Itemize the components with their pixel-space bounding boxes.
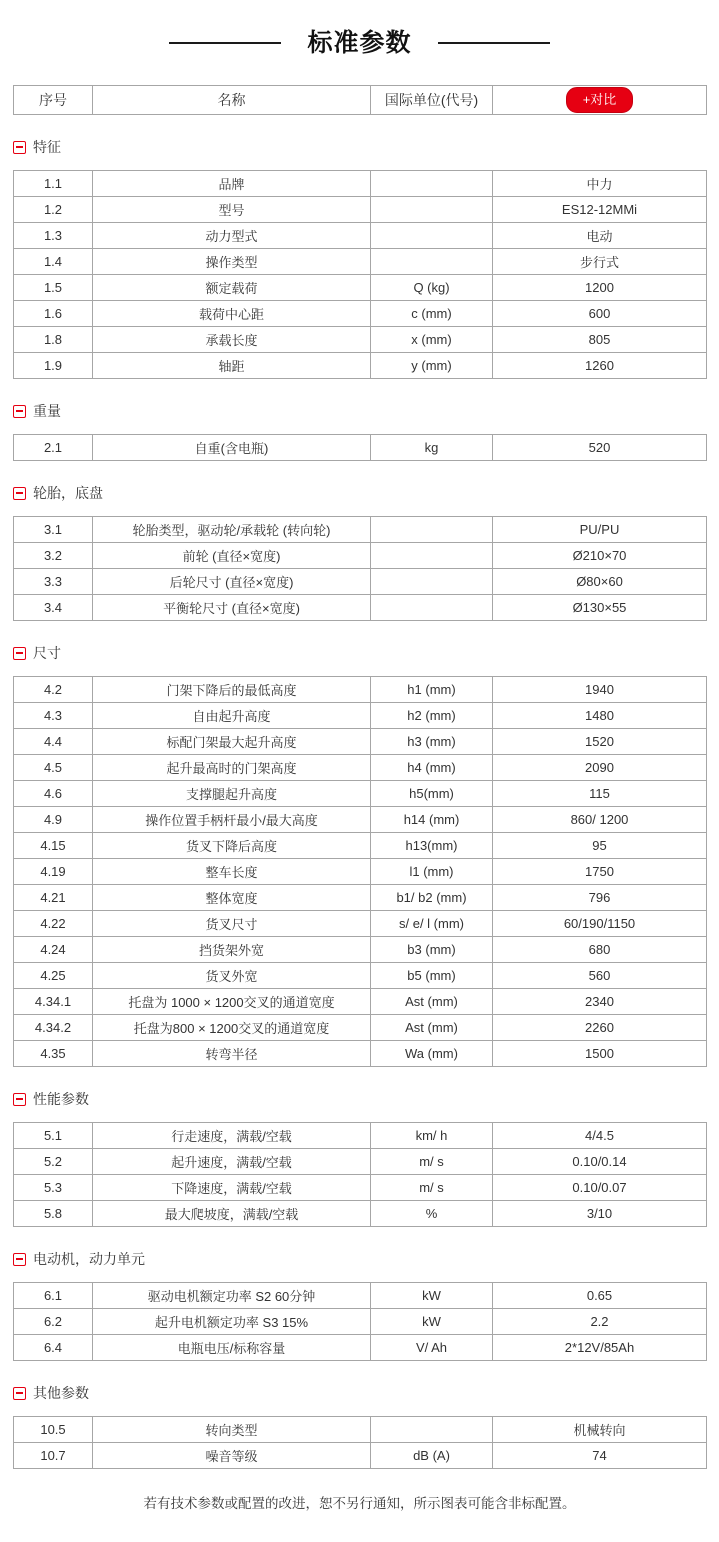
header-col-no: 序号 xyxy=(14,86,93,115)
spec-name-cell: 最大爬坡度，满载/空载 xyxy=(93,1201,371,1227)
spec-no-cell: 3.2 xyxy=(14,543,93,569)
spec-unit-cell: Q (kg) xyxy=(371,275,493,301)
spec-no-cell: 6.4 xyxy=(14,1335,93,1361)
section-table xyxy=(13,1282,707,1361)
spec-value-cell: 4/4.5 xyxy=(493,1123,707,1149)
section-header xyxy=(13,643,706,663)
spec-name-cell: 操作位置手柄杆最小/最大高度 xyxy=(93,807,371,833)
spec-value-cell: PU/PU xyxy=(493,517,707,543)
section-header xyxy=(13,1383,706,1403)
spec-row xyxy=(14,197,707,223)
spec-unit-cell: h4 (mm) xyxy=(371,755,493,781)
section-table xyxy=(13,170,707,379)
spec-section xyxy=(13,137,706,379)
spec-unit-cell: b1/ b2 (mm) xyxy=(371,885,493,911)
spec-no-cell: 4.4 xyxy=(14,729,93,755)
spec-name-cell: 货叉尺寸 xyxy=(93,911,371,937)
spec-row xyxy=(14,569,707,595)
spec-row xyxy=(14,1335,707,1361)
spec-name-cell: 托盘为800 × 1200交叉的通道宽度 xyxy=(93,1015,371,1041)
spec-unit-cell xyxy=(371,249,493,275)
spec-name-cell: 载荷中心距 xyxy=(93,301,371,327)
spec-no-cell: 3.1 xyxy=(14,517,93,543)
section-header xyxy=(13,137,706,157)
spec-row xyxy=(14,1015,707,1041)
section-label: 重量 xyxy=(33,403,61,419)
spec-row xyxy=(14,677,707,703)
section-header xyxy=(13,483,706,503)
spec-no-cell: 3.4 xyxy=(14,595,93,621)
spec-name-cell: 挡货架外宽 xyxy=(93,937,371,963)
spec-value-cell: 115 xyxy=(493,781,707,807)
spec-unit-cell: c (mm) xyxy=(371,301,493,327)
spec-no-cell: 4.2 xyxy=(14,677,93,703)
spec-name-cell: 转弯半径 xyxy=(93,1041,371,1067)
section-label: 其他参数 xyxy=(33,1385,89,1401)
spec-unit-cell: m/ s xyxy=(371,1149,493,1175)
spec-unit-cell: h5(mm) xyxy=(371,781,493,807)
spec-name-cell: 电瓶电压/标称容量 xyxy=(93,1335,371,1361)
spec-value-cell: ES12-12MMi xyxy=(493,197,707,223)
spec-name-cell: 起升速度，满载/空载 xyxy=(93,1149,371,1175)
spec-value-cell: 560 xyxy=(493,963,707,989)
section-label: 电动机，动力单元 xyxy=(33,1251,145,1267)
spec-value-cell: 1940 xyxy=(493,677,707,703)
spec-name-cell: 自重(含电瓶) xyxy=(93,435,371,461)
spec-value-cell: 2.2 xyxy=(493,1309,707,1335)
spec-row xyxy=(14,435,707,461)
spec-name-cell: 转向类型 xyxy=(93,1417,371,1443)
spec-row xyxy=(14,1309,707,1335)
spec-name-cell: 轮胎类型，驱动轮/承载轮 (转向轮) xyxy=(93,517,371,543)
spec-unit-cell: x (mm) xyxy=(371,327,493,353)
spec-value-cell: 1200 xyxy=(493,275,707,301)
spec-unit-cell xyxy=(371,569,493,595)
spec-value-cell: 520 xyxy=(493,435,707,461)
section-header xyxy=(13,1089,706,1109)
spec-unit-cell: m/ s xyxy=(371,1175,493,1201)
spec-value-cell: 1500 xyxy=(493,1041,707,1067)
spec-name-cell: 轴距 xyxy=(93,353,371,379)
spec-no-cell: 3.3 xyxy=(14,569,93,595)
footer-note: 若有技术参数或配置的改进，恕不另行通知，所示图表可能含非标配置。 xyxy=(143,1496,576,1511)
spec-name-cell: 驱动电机额定功率 S2 60分钟 xyxy=(93,1283,371,1309)
spec-name-cell: 整车长度 xyxy=(93,859,371,885)
spec-unit-cell: h13(mm) xyxy=(371,833,493,859)
spec-value-cell: 3/10 xyxy=(493,1201,707,1227)
spec-name-cell: 起升最高时的门架高度 xyxy=(93,755,371,781)
spec-value-cell: 2260 xyxy=(493,1015,707,1041)
spec-value-cell: 600 xyxy=(493,301,707,327)
spec-row xyxy=(14,327,707,353)
spec-no-cell: 5.8 xyxy=(14,1201,93,1227)
section-table xyxy=(13,1416,707,1469)
spec-unit-cell xyxy=(371,543,493,569)
spec-name-cell: 自由起升高度 xyxy=(93,703,371,729)
spec-unit-cell: s/ e/ l (mm) xyxy=(371,911,493,937)
compare-button[interactable]: +对比 xyxy=(566,87,634,113)
spec-row xyxy=(14,1201,707,1227)
spec-row xyxy=(14,275,707,301)
spec-no-cell: 4.25 xyxy=(14,963,93,989)
spec-no-cell: 4.6 xyxy=(14,781,93,807)
spec-row xyxy=(14,1417,707,1443)
spec-value-cell: 0.10/0.14 xyxy=(493,1149,707,1175)
spec-unit-cell: kW xyxy=(371,1283,493,1309)
spec-no-cell: 10.7 xyxy=(14,1443,93,1469)
spec-name-cell: 支撑腿起升高度 xyxy=(93,781,371,807)
spec-value-cell: 机械转向 xyxy=(493,1417,707,1443)
spec-no-cell: 4.19 xyxy=(14,859,93,885)
spec-no-cell: 1.6 xyxy=(14,301,93,327)
header-col-compare xyxy=(493,86,707,115)
spec-row xyxy=(14,885,707,911)
spec-unit-cell: h1 (mm) xyxy=(371,677,493,703)
section-label: 轮胎，底盘 xyxy=(33,485,103,501)
spec-unit-cell: b3 (mm) xyxy=(371,937,493,963)
spec-value-cell: 电动 xyxy=(493,223,707,249)
spec-unit-cell: Ast (mm) xyxy=(371,1015,493,1041)
spec-value-cell: 2*12V/85Ah xyxy=(493,1335,707,1361)
spec-row xyxy=(14,543,707,569)
spec-no-cell: 4.3 xyxy=(14,703,93,729)
spec-row xyxy=(14,353,707,379)
spec-row xyxy=(14,223,707,249)
page-title: 标准参数 xyxy=(307,29,412,57)
spec-name-cell: 货叉下降后高度 xyxy=(93,833,371,859)
section-header xyxy=(13,401,706,421)
title-line-right xyxy=(438,42,550,44)
spec-name-cell: 品牌 xyxy=(93,171,371,197)
spec-unit-cell xyxy=(371,197,493,223)
spec-section xyxy=(13,401,706,461)
spec-no-cell: 1.8 xyxy=(14,327,93,353)
spec-unit-cell: Ast (mm) xyxy=(371,989,493,1015)
spec-row xyxy=(14,781,707,807)
spec-row xyxy=(14,1283,707,1309)
spec-no-cell: 5.2 xyxy=(14,1149,93,1175)
spec-no-cell: 4.5 xyxy=(14,755,93,781)
spec-name-cell: 前轮 (直径×宽度) xyxy=(93,543,371,569)
spec-name-cell: 起升电机额定功率 S3 15% xyxy=(93,1309,371,1335)
spec-no-cell: 6.1 xyxy=(14,1283,93,1309)
spec-value-cell: 1520 xyxy=(493,729,707,755)
spec-value-cell: Ø130×55 xyxy=(493,595,707,621)
spec-row xyxy=(14,963,707,989)
spec-row xyxy=(14,1123,707,1149)
spec-unit-cell: dB (A) xyxy=(371,1443,493,1469)
section-table xyxy=(13,1122,707,1227)
collapse-minus-icon[interactable] xyxy=(13,487,26,500)
spec-row xyxy=(14,755,707,781)
collapse-minus-icon[interactable] xyxy=(13,1093,26,1106)
spec-row xyxy=(14,595,707,621)
spec-no-cell: 1.5 xyxy=(14,275,93,301)
sections-container xyxy=(13,137,706,1469)
spec-row xyxy=(14,1149,707,1175)
section-table xyxy=(13,676,707,1067)
spec-unit-cell xyxy=(371,171,493,197)
spec-section xyxy=(13,1089,706,1227)
spec-unit-cell xyxy=(371,223,493,249)
header-col-name: 名称 xyxy=(93,86,371,115)
spec-value-cell: 1480 xyxy=(493,703,707,729)
title-block xyxy=(13,28,706,58)
header-table xyxy=(13,85,707,115)
spec-no-cell: 4.9 xyxy=(14,807,93,833)
spec-unit-cell: kW xyxy=(371,1309,493,1335)
spec-unit-cell: % xyxy=(371,1201,493,1227)
spec-value-cell: 步行式 xyxy=(493,249,707,275)
spec-section xyxy=(13,1383,706,1469)
spec-value-cell: Ø80×60 xyxy=(493,569,707,595)
spec-name-cell: 平衡轮尺寸 (直径×宽度) xyxy=(93,595,371,621)
spec-value-cell: Ø210×70 xyxy=(493,543,707,569)
spec-no-cell: 4.15 xyxy=(14,833,93,859)
collapse-minus-icon[interactable] xyxy=(13,647,26,660)
spec-no-cell: 2.1 xyxy=(14,435,93,461)
spec-no-cell: 1.2 xyxy=(14,197,93,223)
spec-row xyxy=(14,301,707,327)
spec-name-cell: 托盘为 1000 × 1200交叉的通道宽度 xyxy=(93,989,371,1015)
spec-name-cell: 承载长度 xyxy=(93,327,371,353)
spec-row xyxy=(14,729,707,755)
spec-row xyxy=(14,807,707,833)
spec-row xyxy=(14,937,707,963)
spec-value-cell: 0.65 xyxy=(493,1283,707,1309)
spec-value-cell: 74 xyxy=(493,1443,707,1469)
spec-unit-cell: y (mm) xyxy=(371,353,493,379)
spec-name-cell: 额定载荷 xyxy=(93,275,371,301)
spec-name-cell: 噪音等级 xyxy=(93,1443,371,1469)
spec-value-cell: 805 xyxy=(493,327,707,353)
spec-row xyxy=(14,859,707,885)
spec-name-cell: 后轮尺寸 (直径×宽度) xyxy=(93,569,371,595)
spec-no-cell: 5.1 xyxy=(14,1123,93,1149)
section-table xyxy=(13,516,707,621)
spec-row xyxy=(14,1175,707,1201)
spec-unit-cell: h14 (mm) xyxy=(371,807,493,833)
spec-unit-cell xyxy=(371,595,493,621)
spec-no-cell: 4.22 xyxy=(14,911,93,937)
spec-unit-cell: km/ h xyxy=(371,1123,493,1149)
spec-value-cell: 60/190/1150 xyxy=(493,911,707,937)
spec-unit-cell: V/ Ah xyxy=(371,1335,493,1361)
spec-name-cell: 操作类型 xyxy=(93,249,371,275)
spec-no-cell: 4.34.1 xyxy=(14,989,93,1015)
spec-section xyxy=(13,643,706,1067)
section-label: 特征 xyxy=(33,139,61,155)
spec-section xyxy=(13,483,706,621)
spec-row xyxy=(14,703,707,729)
spec-name-cell: 型号 xyxy=(93,197,371,223)
spec-no-cell: 10.5 xyxy=(14,1417,93,1443)
spec-value-cell: 2340 xyxy=(493,989,707,1015)
spec-value-cell: 860/ 1200 xyxy=(493,807,707,833)
spec-value-cell: 2090 xyxy=(493,755,707,781)
spec-no-cell: 1.4 xyxy=(14,249,93,275)
collapse-minus-icon[interactable] xyxy=(13,405,26,418)
collapse-minus-icon[interactable] xyxy=(13,141,26,154)
spec-no-cell: 5.3 xyxy=(14,1175,93,1201)
spec-unit-cell: h2 (mm) xyxy=(371,703,493,729)
spec-unit-cell: l1 (mm) xyxy=(371,859,493,885)
spec-value-cell: 1260 xyxy=(493,353,707,379)
spec-unit-cell: h3 (mm) xyxy=(371,729,493,755)
spec-value-cell: 680 xyxy=(493,937,707,963)
section-label: 性能参数 xyxy=(33,1091,89,1107)
spec-name-cell: 标配门架最大起升高度 xyxy=(93,729,371,755)
spec-no-cell: 4.24 xyxy=(14,937,93,963)
spec-value-cell: 1750 xyxy=(493,859,707,885)
spec-unit-cell: Wa (mm) xyxy=(371,1041,493,1067)
spec-name-cell: 动力型式 xyxy=(93,223,371,249)
spec-no-cell: 1.1 xyxy=(14,171,93,197)
title-line-left xyxy=(169,42,281,44)
spec-value-cell: 中力 xyxy=(493,171,707,197)
spec-name-cell: 下降速度，满载/空载 xyxy=(93,1175,371,1201)
spec-name-cell: 门架下降后的最低高度 xyxy=(93,677,371,703)
spec-unit-cell xyxy=(371,1417,493,1443)
spec-row xyxy=(14,517,707,543)
header-row xyxy=(14,86,707,115)
header-col-unit: 国际单位(代号) xyxy=(371,86,493,115)
spec-row xyxy=(14,171,707,197)
spec-no-cell: 4.35 xyxy=(14,1041,93,1067)
spec-name-cell: 整体宽度 xyxy=(93,885,371,911)
spec-unit-cell: b5 (mm) xyxy=(371,963,493,989)
spec-no-cell: 1.3 xyxy=(14,223,93,249)
spec-no-cell: 4.21 xyxy=(14,885,93,911)
spec-no-cell: 1.9 xyxy=(14,353,93,379)
spec-no-cell: 6.2 xyxy=(14,1309,93,1335)
spec-section xyxy=(13,1249,706,1361)
spec-unit-cell xyxy=(371,517,493,543)
spec-row xyxy=(14,249,707,275)
spec-value-cell: 0.10/0.07 xyxy=(493,1175,707,1201)
spec-row xyxy=(14,989,707,1015)
collapse-minus-icon[interactable] xyxy=(13,1253,26,1266)
spec-row xyxy=(14,911,707,937)
section-label: 尺寸 xyxy=(33,645,61,661)
spec-row xyxy=(14,1041,707,1067)
spec-row xyxy=(14,1443,707,1469)
spec-row xyxy=(14,833,707,859)
spec-name-cell: 行走速度，满载/空载 xyxy=(93,1123,371,1149)
spec-value-cell: 796 xyxy=(493,885,707,911)
section-table xyxy=(13,434,707,461)
spec-unit-cell: kg xyxy=(371,435,493,461)
spec-name-cell: 货叉外宽 xyxy=(93,963,371,989)
collapse-minus-icon[interactable] xyxy=(13,1387,26,1400)
spec-no-cell: 4.34.2 xyxy=(14,1015,93,1041)
section-header xyxy=(13,1249,706,1269)
spec-value-cell: 95 xyxy=(493,833,707,859)
